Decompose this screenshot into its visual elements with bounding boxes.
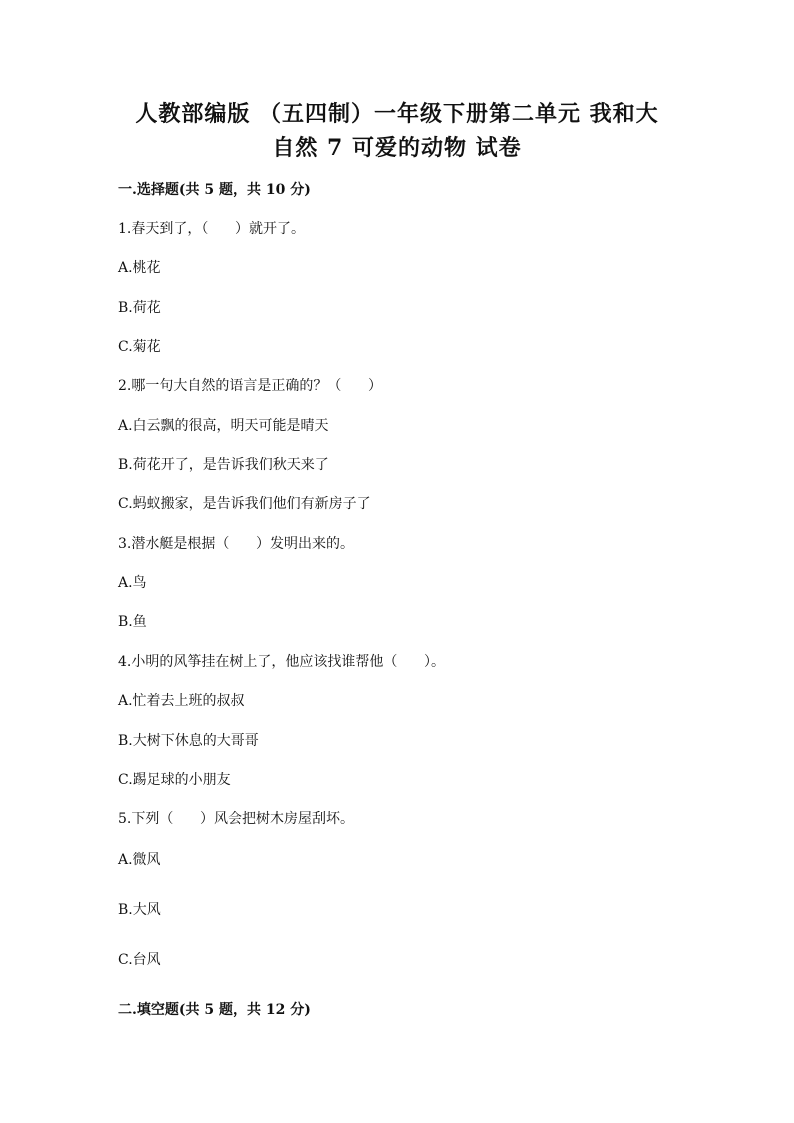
question-1-option-b: B.荷花 (118, 300, 161, 316)
question-1-option-a: A.桃花 (118, 260, 161, 276)
question-3-option-a: A.鸟 (118, 575, 147, 591)
exam-title-line-1: 人教部编版 （五四制）一年级下册第二单元 我和大 (135, 101, 659, 127)
question-2-option-c: C.蚂蚁搬家，是告诉我们他们有新房子了 (118, 496, 371, 512)
question-2-option-b: B.荷花开了，是告诉我们秋天来了 (118, 457, 329, 473)
question-1-stem: 1.春天到了，（ ）就开了。 (118, 221, 306, 237)
exam-title-line-2: 自然 7 可爱的动物 试卷 (272, 135, 522, 161)
question-3-option-b: B.鱼 (118, 614, 147, 630)
question-1-option-c: C.菊花 (118, 339, 161, 355)
question-5-option-c: C.台风 (118, 952, 161, 968)
question-5-option-b: B.大风 (118, 902, 161, 918)
question-4-option-b: B.大树下休息的大哥哥 (118, 733, 259, 749)
question-2-option-a: A.白云飘的很高，明天可能是晴天 (118, 418, 329, 434)
question-5-option-a: A.微风 (118, 852, 161, 868)
question-4-option-a: A.忙着去上班的叔叔 (118, 693, 245, 709)
question-5-stem: 5.下列（ ）风会把树木房屋刮坏。 (118, 811, 355, 827)
question-3-stem: 3.潜水艇是根据（ ）发明出来的。 (118, 536, 355, 552)
question-4-option-c: C.踢足球的小朋友 (118, 772, 231, 788)
question-2-stem: 2.哪一句大自然的语言是正确的？（ ） (118, 378, 383, 394)
section-heading-fill-in-blank: 二.填空题(共 5 题，共 12 分) (118, 1002, 311, 1018)
section-heading-multiple-choice: 一.选择题(共 5 题，共 10 分) (118, 182, 311, 198)
question-4-stem: 4.小明的风筝挂在树上了，他应该找谁帮他（ ）。 (118, 654, 446, 670)
